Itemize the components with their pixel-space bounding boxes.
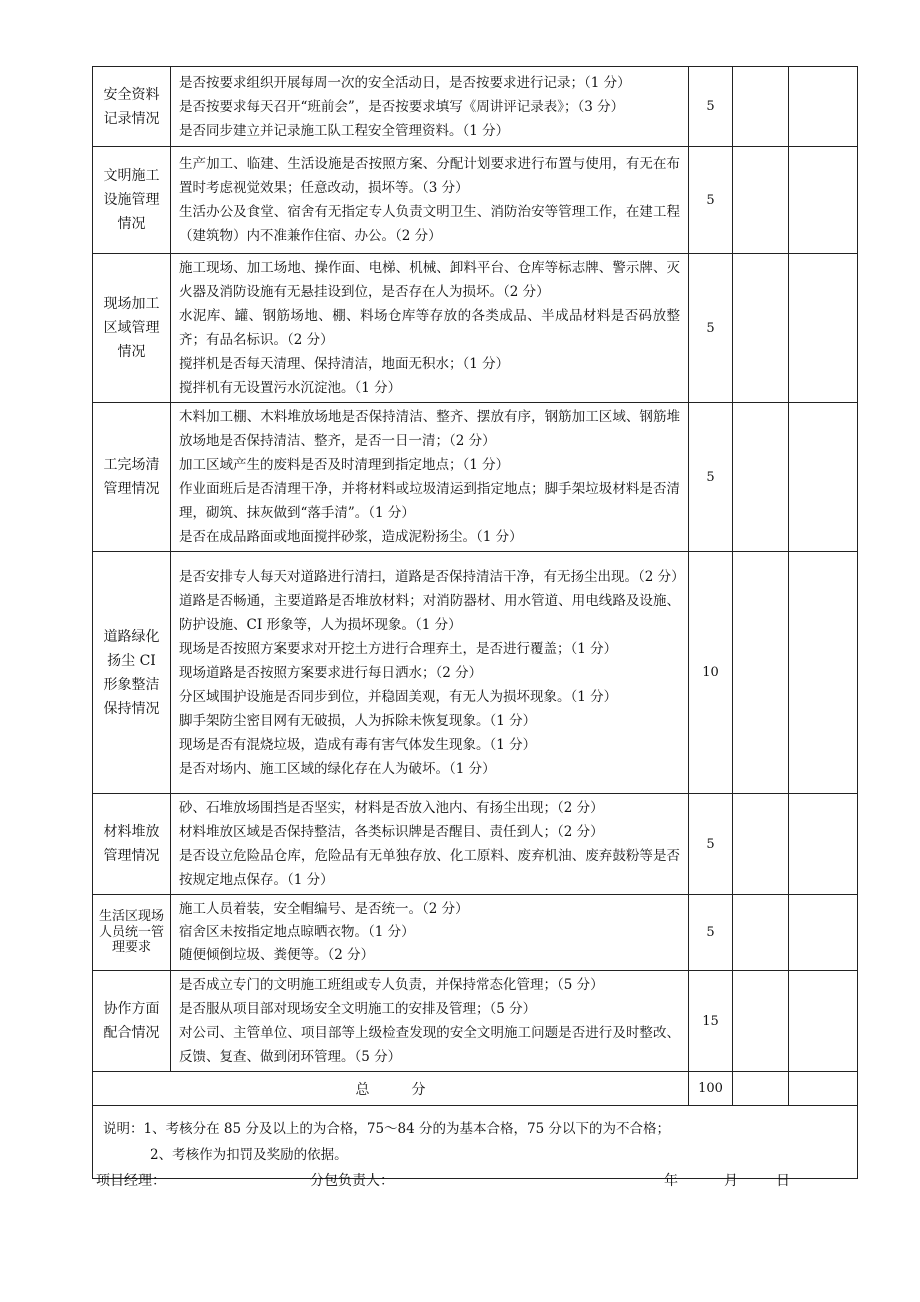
table-row <box>93 794 858 895</box>
criteria-item: 是否按要求组织开展每周一次的安全活动日，是否按要求进行记录；（1 分） <box>179 74 631 91</box>
blank-cell <box>733 254 789 403</box>
criteria-item: 施工人员着装，安全帽编号、是否统一。（2 分） <box>179 901 469 917</box>
criteria-item: 是否按要求每天召开“班前会”，是否按要求填写《周讲评记录表》；（3 分） <box>179 98 625 115</box>
total-label-a: 总 <box>355 1081 370 1098</box>
criteria-item: 是否同步建立并记录施工队工程安全管理资料。（1 分） <box>179 122 510 139</box>
blank-cell <box>733 67 789 147</box>
category-cell: 安全资料记录情况 <box>93 67 171 147</box>
criteria-item: 现场是否有混烧垃圾，造成有毒有害气体发生现象。（1 分） <box>179 736 537 753</box>
criteria-item: 是否设立危险品仓库，危险品有无单独存放、化工原料、废弃机油、废弃鼓粉等是否按规定地点保存。（1 分） <box>179 848 680 888</box>
blank-cell <box>733 147 789 254</box>
score-cell: 5 <box>689 794 733 895</box>
total-label <box>93 1072 689 1106</box>
criteria-item: 宿舍区未按指定地点晾晒衣物。（1 分） <box>179 924 415 940</box>
criteria-item: 是否在成品路面或地面搅拌砂浆，造成泥粉扬尘。（1 分） <box>179 529 523 545</box>
blank-cell <box>733 1072 789 1106</box>
category-cell: 材料堆放管理情况 <box>93 794 171 895</box>
blank-cell <box>789 67 858 147</box>
note-line: 2、考核作为扣罚及奖励的依据。 <box>150 1147 348 1163</box>
criteria-item: 脚手架防尘密目网有无破损，人为拆除未恢复现象。（1 分） <box>179 712 537 729</box>
category-cell: 生活区现场人员统一管理要求 <box>93 895 171 971</box>
blank-cell <box>789 971 858 1072</box>
year-label: 年 <box>664 1173 678 1189</box>
project-manager-label: 项目经理： <box>96 1173 166 1189</box>
category-cell: 现场加工区域管理情况 <box>93 254 171 403</box>
criteria-item: 施工现场、加工场地、操作面、电梯、机械、卸料平台、仓库等标志牌、警示牌、灭火器及消防设施有无悬挂设到位，是否存在人为损坏。（2 分） <box>179 260 680 300</box>
criteria-item: 生产加工、临建、生活设施是否按照方案、分配计划要求进行布置与使用，有无在布置时考虑视觉效果；任意改动，损坏等。（3 分） <box>179 156 680 196</box>
criteria-item: 作业面班后是否清理干净，并将材料或垃圾清运到指定地点；脚手架垃圾材料是否清理，砌筑、抹灰做到“落手清”。（1 分） <box>179 481 680 521</box>
blank-cell <box>789 254 858 403</box>
table-row <box>93 552 858 794</box>
total-score: 100 <box>689 1072 733 1106</box>
criteria-item: 现场道路是否按照方案要求进行每日洒水；（2 分） <box>179 664 483 681</box>
criteria-item: 现场是否按照方案要求对开挖土方进行合理弃土，是否进行覆盖；（1 分） <box>179 640 618 657</box>
score-cell: 5 <box>689 254 733 403</box>
blank-cell <box>733 552 789 794</box>
month-label: 月 <box>724 1173 738 1189</box>
blank-cell <box>789 147 858 254</box>
blank-cell <box>789 403 858 552</box>
note-line: 说明：1、考核分在 85 分及以上的为合格，75～84 分的为基本合格，75 分以下的为不合格； <box>103 1121 670 1137</box>
criteria-item: 木料加工棚、木料堆放场地是否保持清洁、整齐、摆放有序，钢筋加工区域、钢筋堆放场地是否保持清洁、整齐，是否一日一清；（2 分） <box>179 409 680 449</box>
criteria-item: 水泥库、罐、钢筋场地、棚、料场仓库等存放的各类成品、半成品材料是否码放整齐；有品名标识。（2 分） <box>179 308 680 348</box>
criteria-cell <box>171 895 689 971</box>
criteria-cell <box>171 794 689 895</box>
score-cell: 5 <box>689 67 733 147</box>
table-row <box>93 971 858 1072</box>
criteria-item: 加工区域产生的废料是否及时清理到指定地点；（1 分） <box>179 457 510 473</box>
total-label-b: 分 <box>411 1081 426 1098</box>
blank-cell <box>789 895 858 971</box>
blank-cell <box>733 794 789 895</box>
criteria-item: 随便倾倒垃圾、粪便等。（2 分） <box>179 947 375 963</box>
category-cell: 协作方面配合情况 <box>93 971 171 1072</box>
criteria-item: 砂、石堆放场围挡是否坚实，材料是否放入池内、有扬尘出现；（2 分） <box>179 800 604 816</box>
score-cell: 10 <box>689 552 733 794</box>
assessment-table <box>92 66 858 1179</box>
criteria-item: 是否安排专人每天对道路进行清扫，道路是否保持清洁干净，有无扬尘出现。（2 分） <box>179 568 685 585</box>
criteria-item: 材料堆放区域是否保持整洁，各类标识牌是否醒目、责任到人；（2 分） <box>179 824 604 840</box>
category-cell: 工完场清管理情况 <box>93 403 171 552</box>
total-row <box>93 1072 858 1106</box>
criteria-item: 对公司、主管单位、项目部等上级检查发现的安全文明施工问题是否进行及时整改、反馈、复查、做到闭环管理。（5 分） <box>179 1025 680 1065</box>
subcontractor-label: 分包负责人： <box>310 1173 394 1189</box>
score-cell: 5 <box>689 147 733 254</box>
criteria-cell <box>171 403 689 552</box>
criteria-item: 生活办公及食堂、宿舍有无指定专人负责文明卫生、消防治安等管理工作，在建工程（建筑物）内不准兼作住宿、办公。（2 分） <box>179 204 680 244</box>
table-row <box>93 254 858 403</box>
notes-cell <box>93 1106 858 1179</box>
score-cell: 5 <box>689 403 733 552</box>
criteria-item: 分区域围护设施是否同步到位，并稳固美观，有无人为损坏现象。（1 分） <box>179 688 618 705</box>
notes-row <box>93 1106 858 1179</box>
signature-line <box>96 1170 856 1192</box>
score-cell: 15 <box>689 971 733 1072</box>
blank-cell <box>789 552 858 794</box>
criteria-cell <box>171 147 689 254</box>
blank-cell <box>789 794 858 895</box>
table-row <box>93 147 858 254</box>
criteria-cell <box>171 67 689 147</box>
criteria-item: 是否成立专门的文明施工班组或专人负责，并保持常态化管理；（5 分） <box>179 977 604 993</box>
criteria-item: 是否服从项目部对现场安全文明施工的安排及管理；（5 分） <box>179 1001 537 1017</box>
blank-cell <box>733 971 789 1072</box>
table-row <box>93 895 858 971</box>
table-row <box>93 67 858 147</box>
score-cell: 5 <box>689 895 733 971</box>
criteria-item: 搅拌机是否每天清理、保持清洁，地面无积水；（1 分） <box>179 356 510 372</box>
category-cell: 道路绿化扬尘 CI 形象整洁保持情况 <box>93 552 171 794</box>
criteria-item: 是否对场内、施工区域的绿化存在人为破坏。（1 分） <box>179 760 496 777</box>
blank-cell <box>789 1072 858 1106</box>
criteria-cell <box>171 254 689 403</box>
category-cell: 文明施工设施管理情况 <box>93 147 171 254</box>
day-label: 日 <box>776 1173 790 1189</box>
criteria-cell <box>171 971 689 1072</box>
blank-cell <box>733 403 789 552</box>
criteria-item: 道路是否畅通，主要道路是否堆放材料；对消防器材、用水管道、用电线路及设施、防护设施、CI 形象等，人为损坏现象。（1 分） <box>179 592 680 633</box>
criteria-item: 搅拌机有无设置污水沉淀池。（1 分） <box>179 380 402 396</box>
table-row <box>93 403 858 552</box>
criteria-cell <box>171 552 689 794</box>
blank-cell <box>733 895 789 971</box>
